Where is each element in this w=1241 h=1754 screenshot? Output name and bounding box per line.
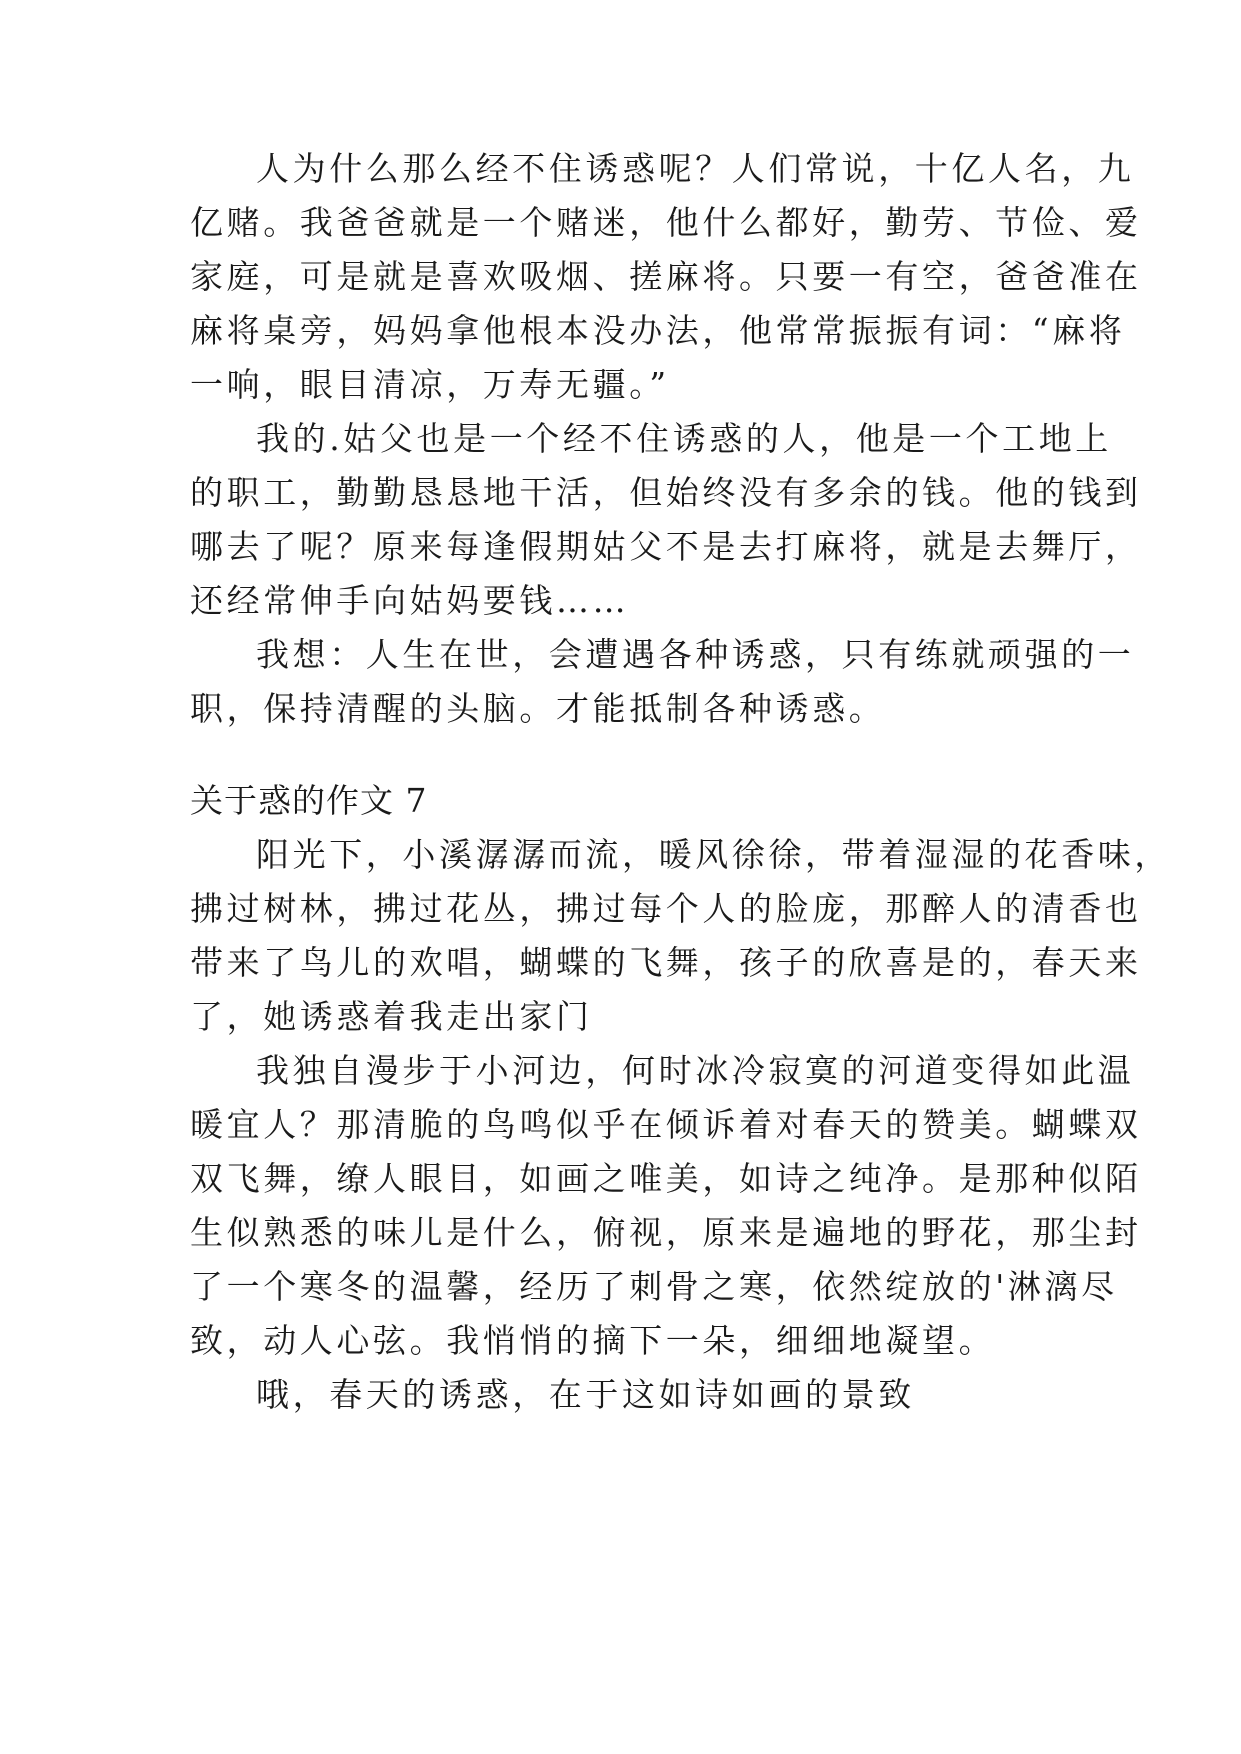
paragraph-line: 亿赌。我爸爸就是一个赌迷，他什么都好，勤劳、节俭、爱	[190, 203, 1142, 242]
paragraph-line: 双飞舞，缭人眼目，如画之唯美，如诗之纯净。是那种似陌	[190, 1159, 1142, 1198]
paragraph-line: 家庭，可是就是喜欢吸烟、搓麻将。只要一有空，爸爸准在	[190, 257, 1142, 296]
paragraph-line: 我想：人生在世，会遭遇各种诱惑，只有练就顽强的一	[256, 635, 1135, 674]
section-heading: 关于惑的作文 7	[190, 781, 428, 820]
paragraph-line: 的职工，勤勤恳恳地干活，但始终没有多余的钱。他的钱到	[190, 473, 1142, 512]
paragraph-line: 人为什么那么经不住诱惑呢？人们常说，十亿人名，九	[256, 149, 1135, 188]
paragraph-line: 一响，眼目清凉，万寿无疆。”	[190, 365, 670, 404]
paragraph-line: 还经常伸手向姑妈要钱……	[190, 581, 630, 620]
paragraph-line: 我的.姑父也是一个经不住诱惑的人，他是一个工地上	[256, 419, 1112, 458]
paragraph-line: 麻将桌旁，妈妈拿他根本没办法，他常常振振有词：“麻将	[190, 311, 1126, 350]
paragraph-line: 致，动人心弦。我悄悄的摘下一朵，细细地凝望。	[190, 1321, 996, 1360]
paragraph-line: 阳光下，小溪潺潺而流，暖风徐徐，带着湿湿的花香味，	[256, 835, 1171, 874]
paragraph-line: 生似熟悉的味儿是什么，俯视，原来是遍地的野花，那尘封	[190, 1213, 1142, 1252]
paragraph-line: 哪去了呢？原来每逢假期姑父不是去打麻将，就是去舞厅，	[190, 527, 1142, 566]
paragraph-line: 职，保持清醒的头脑。才能抵制各种诱惑。	[190, 689, 886, 728]
paragraph-line: 哦，春天的诱惑，在于这如诗如画的景致	[256, 1375, 915, 1414]
paragraph-line: 暖宜人？那清脆的鸟鸣似乎在倾诉着对春天的赞美。蝴蝶双	[190, 1105, 1142, 1144]
paragraph-line: 了一个寒冬的温馨，经历了刺骨之寒，依然绽放的'淋漓尽	[190, 1267, 1118, 1306]
paragraph-line: 我独自漫步于小河边，何时冰冷寂寞的河道变得如此温	[256, 1051, 1135, 1090]
paragraph-line: 了，她诱惑着我走出家门	[190, 997, 593, 1036]
paragraph-line: 带来了鸟儿的欢唱，蝴蝶的飞舞，孩子的欣喜是的，春天来	[190, 943, 1142, 982]
paragraph-line: 拂过树林，拂过花丛，拂过每个人的脸庞，那醉人的清香也	[190, 889, 1142, 928]
